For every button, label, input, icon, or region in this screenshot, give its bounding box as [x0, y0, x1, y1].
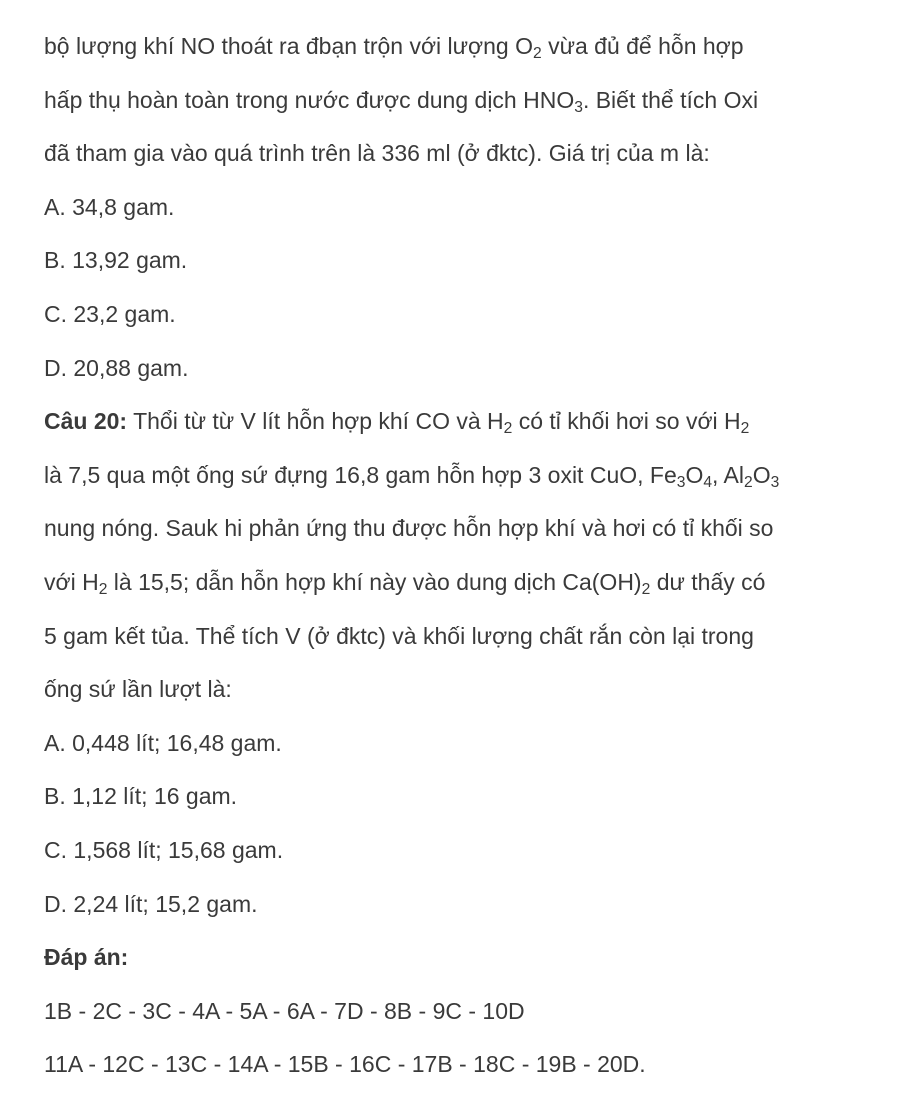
answers-row-1: 1B - 2C - 3C - 4A - 5A - 6A - 7D - 8B - 9C - 10D [44, 997, 525, 1024]
q19-text-line-1: bộ lượng khí NO thoát ra đbạn trộn với lượng $O_2$ vừa đủ để hỗn hợp [44, 33, 744, 62]
q19-option-b: B. 13,92 gam. [44, 247, 188, 274]
q20-option-a: A. 0,448 lít; 16,48 gam. [44, 729, 282, 756]
q20-option-b: B. 1,12 lít; 16 gam. [44, 783, 238, 810]
q20-option-c: C. 1,568 lít; 15,68 gam. [44, 836, 284, 863]
q20-text-line-1: Câu 20: Thổi từ từ V lít hỗn hợp khí CO và $H_2$ có tỉ khối hơi so với $H_2$ [44, 408, 750, 438]
q20-text-line-5: 5 gam kết tủa. Thể tích V (ở đktc) và khối lượng chất rắn còn lại trong [44, 622, 754, 649]
document-page [44, 22, 894, 1094]
q19-option-c: C. 23,2 gam. [44, 300, 176, 327]
q20-option-d: D. 2,24 lít; 15,2 gam. [44, 890, 258, 917]
q19-option-d: D. 20,88 gam. [44, 354, 189, 381]
q20-text-line-2: là 7,5 qua một ống sứ đựng 16,8 gam hỗn hợp 3 oxit CuO, $Fe_3O_4$, $Al_2O_3$ [44, 461, 780, 491]
q19-text-line-3: đã tham gia vào quá trình trên là 336 ml (ở đktc). Giá trị của m là: [44, 140, 710, 167]
q20-text-line-3: nung nóng. Sauk hi phản ứng thu được hỗn hợp khí và hơi có tỉ khối so [44, 515, 774, 542]
q20-text-line-4: với $H_2$ là 15,5; dẫn hỗn hợp khí này vào dung dịch $Ca(OH)_2$ dư thấy có [44, 568, 766, 598]
answers-heading: Đáp án: [44, 944, 129, 971]
q19-option-a: A. 34,8 gam. [44, 193, 175, 220]
answers-row-2: 11A - 12C - 13C - 14A - 15B - 16C - 17B - 18C - 19B - 20D. [44, 1051, 646, 1078]
q20-label: Câu 20: [44, 408, 128, 435]
q20-text-line-6: ống sứ lần lượt là: [44, 676, 232, 703]
q19-text-line-2: hấp thụ hoàn toàn trong nước được dung dịch $HNO_3$. Biết thể tích Oxi [44, 86, 759, 116]
